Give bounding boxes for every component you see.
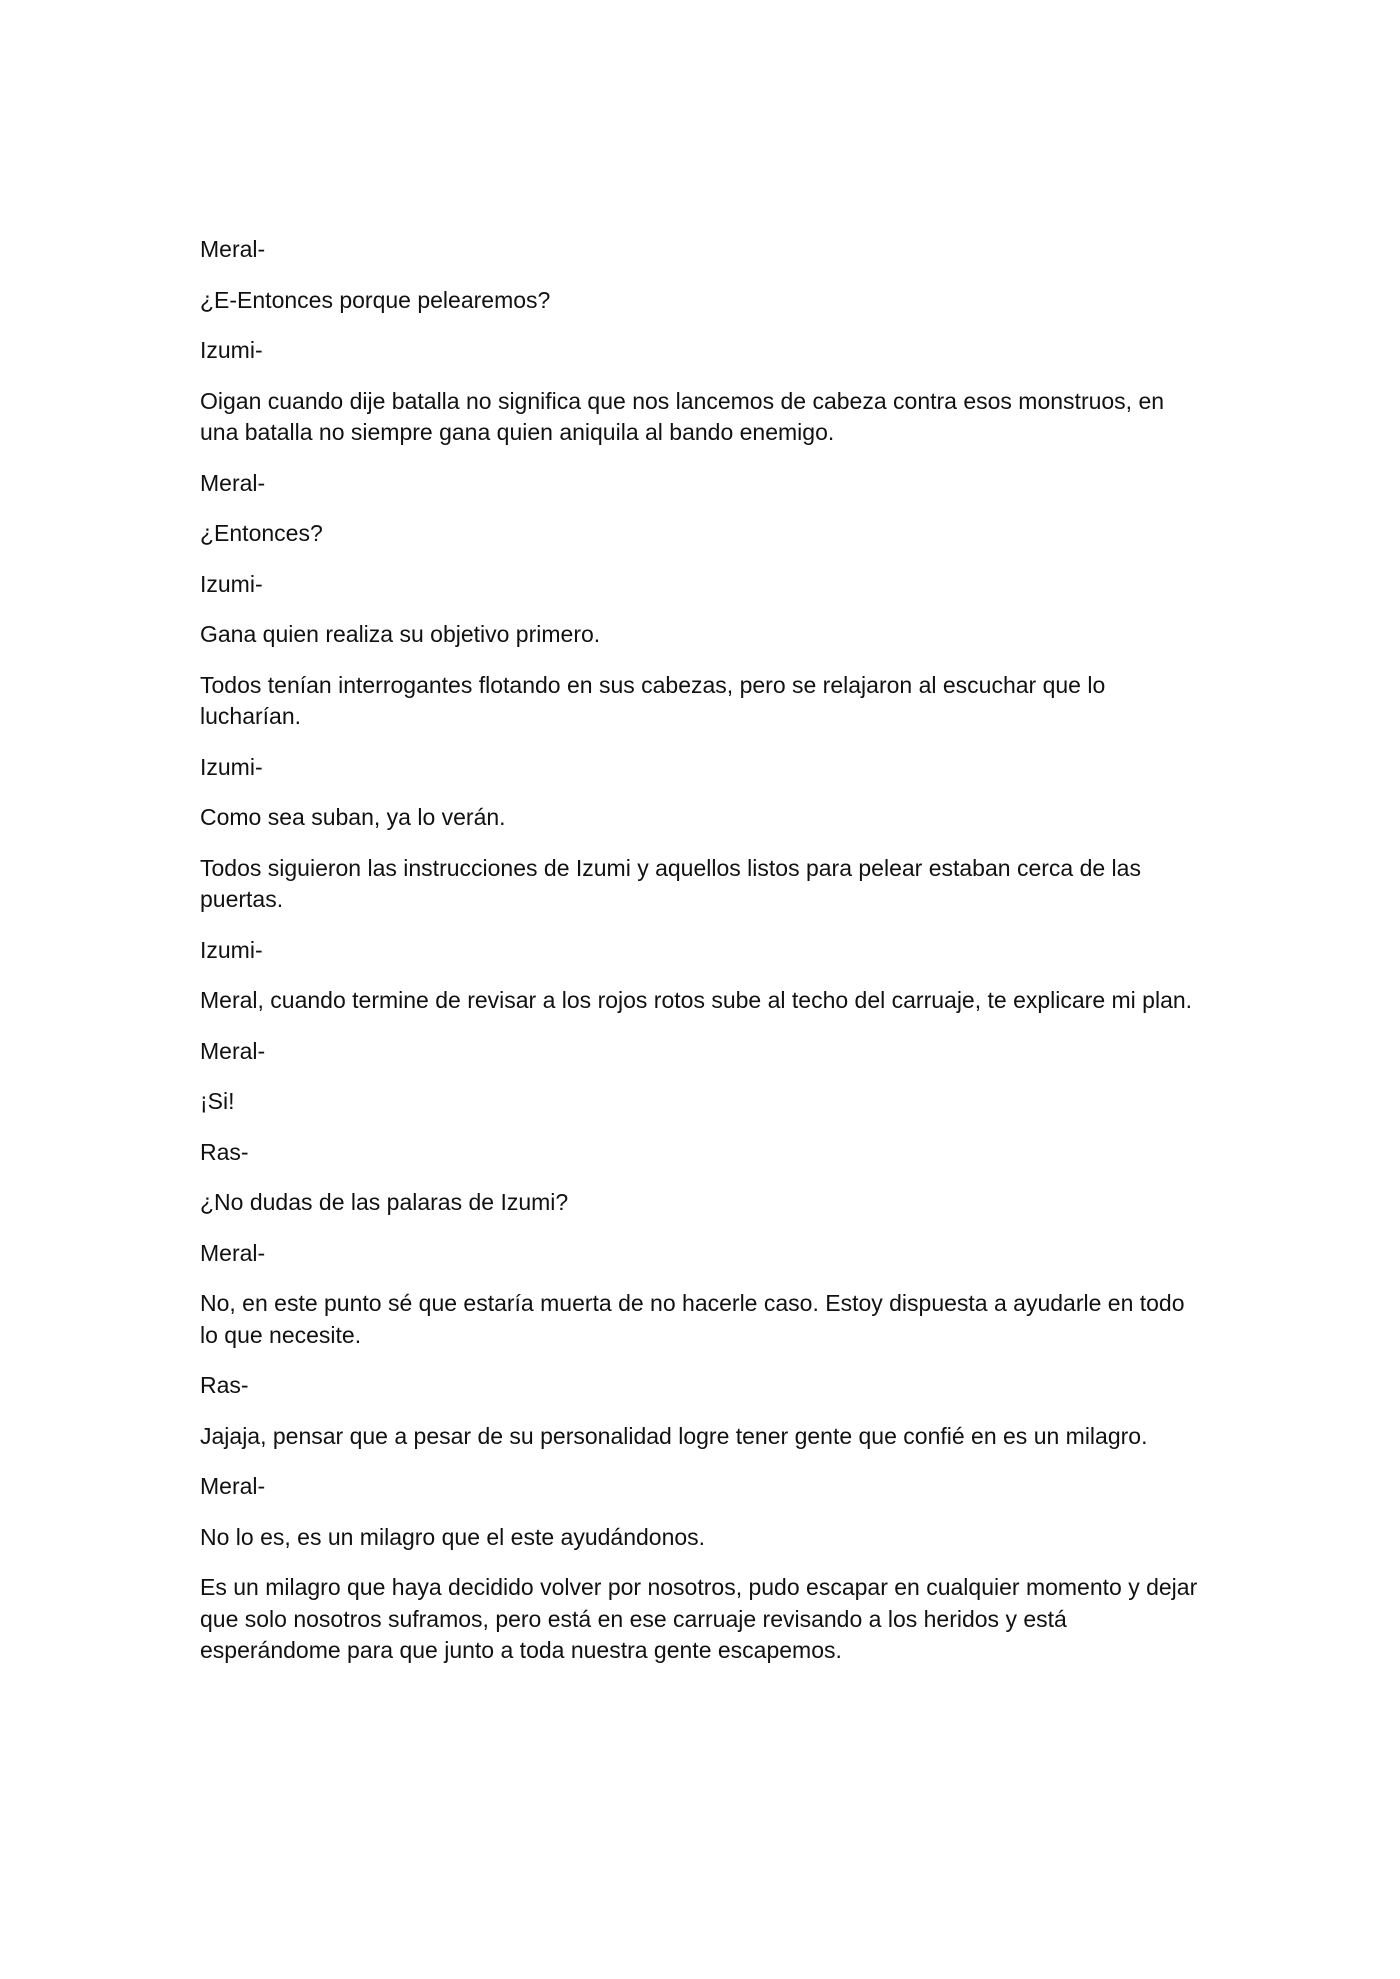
narration-paragraph: Todos siguieron las instrucciones de Izumi y aquellos listos para pelear estaban cerca de las puertas. bbox=[200, 854, 1141, 912]
dialogue-line: ¡Si! bbox=[200, 1088, 235, 1114]
speaker-label: Izumi- bbox=[200, 570, 263, 597]
dialogue-line: Es un milagro que haya decidido volver por nosotros, pudo escapar en cualquier momento y dejar que solo nosotros suframos, pero está en ese carruaje revisando a los heridos y está esperándome para que junto a toda nuestra gente escapemos. bbox=[200, 1574, 1198, 1663]
dialogue-line: No, en este punto sé que estaría muerta de no hacerle caso. Estoy dispuesta a ayudarle en todo lo que necesite. bbox=[200, 1290, 1185, 1348]
speaker-label: Meral- bbox=[200, 236, 266, 262]
speaker-label: Meral- bbox=[200, 1037, 266, 1064]
dialogue-line: ¿No dudas de las palaras de Izumi? bbox=[200, 1189, 569, 1215]
dialogue-line: Como sea suban, ya lo verán. bbox=[200, 804, 506, 830]
dialogue-line: ¿E-Entonces porque pelearemos? bbox=[200, 286, 551, 313]
narration-paragraph: Todos tenían interrogantes flotando en sus cabezas, pero se relajaron al escuchar que lo lucharían. bbox=[200, 671, 1106, 729]
speaker-label: Meral- bbox=[200, 1239, 266, 1266]
speaker-label: Izumi- bbox=[200, 753, 263, 780]
dialogue-line: Meral, cuando termine de revisar a los rojos rotos sube al techo del carruaje, te explicare mi plan. bbox=[200, 987, 1193, 1013]
dialogue-line: Jajaja, pensar que a pesar de su personalidad logre tener gente que confié en es un milagro. bbox=[200, 1422, 1148, 1449]
speaker-label: Izumi- bbox=[200, 936, 263, 963]
speaker-label: Ras- bbox=[200, 1138, 249, 1165]
dialogue-line: Oigan cuando dije batalla no significa que nos lancemos de cabeza contra esos monstruos, en una batalla no siempre gana quien aniquila al bando enemigo. bbox=[200, 387, 1165, 445]
dialogue-line: Gana quien realiza su objetivo primero. bbox=[200, 621, 601, 647]
speaker-label: Ras- bbox=[200, 1372, 249, 1398]
speaker-label: Izumi- bbox=[200, 337, 263, 363]
speaker-label: Meral- bbox=[200, 1473, 266, 1499]
document-body bbox=[200, 234, 1200, 1686]
speaker-label: Meral- bbox=[200, 469, 266, 496]
dialogue-line: No lo es, es un milagro que el este ayudándonos. bbox=[200, 1523, 706, 1550]
dialogue-line: ¿Entonces? bbox=[200, 520, 323, 546]
